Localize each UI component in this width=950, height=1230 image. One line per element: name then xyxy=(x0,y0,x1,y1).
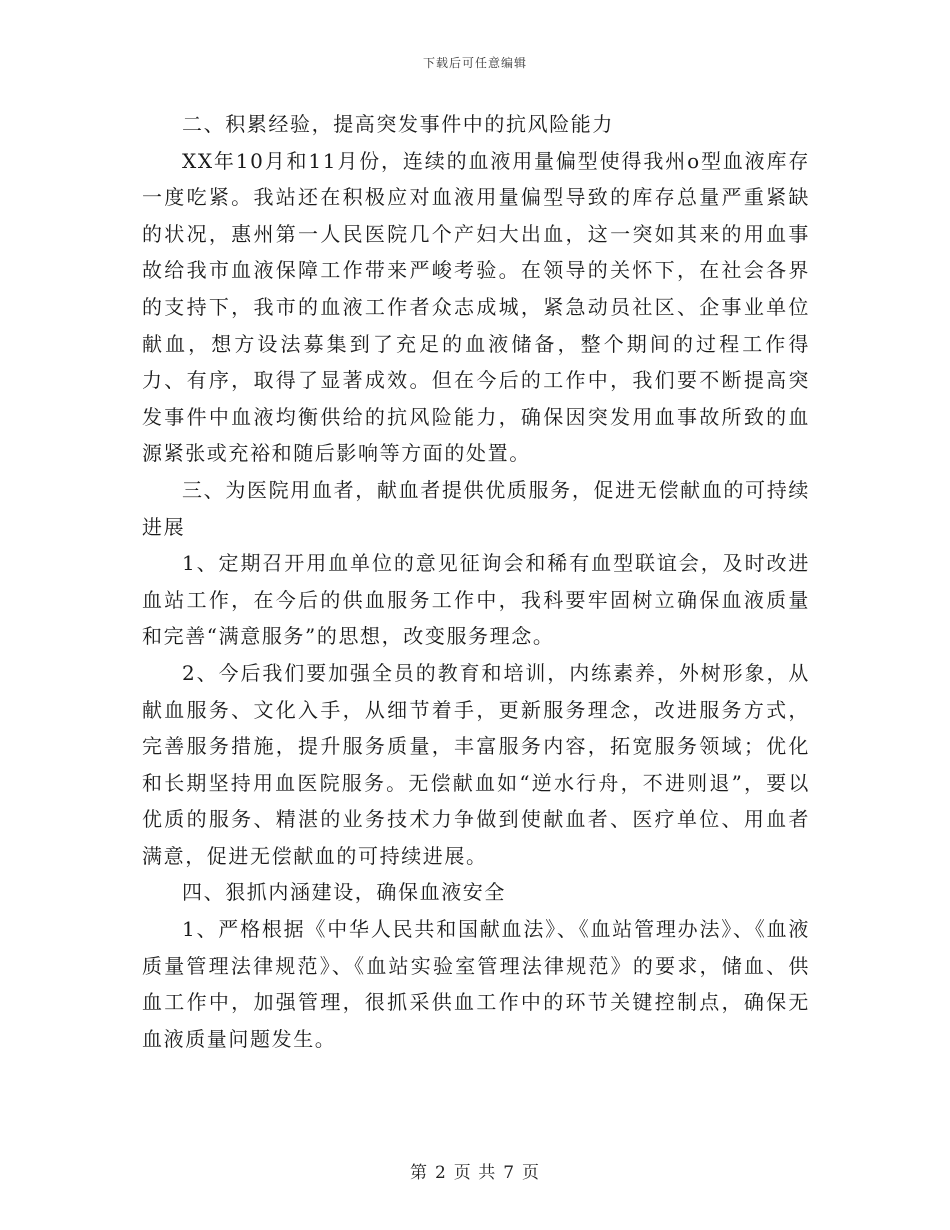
section-heading-4: 四、狠抓内涵建设，确保血液安全 xyxy=(182,880,506,905)
page-header-note: 下载后可任意编辑 xyxy=(422,56,527,70)
section-heading-3: 三、为医院用血者，献血者提供优质服务，促进无偿献血的可持续进展 xyxy=(142,477,810,539)
document-body xyxy=(142,106,810,1057)
page-label-mid: 页 共 xyxy=(453,1163,497,1183)
body-paragraph: 2、今后我们要加强全员的教育和培训，内练素养，外树形象，从献血服务、文化入手，从细节着手，更新服务理念，改进服务方式，完善服务措施，提升服务质量，丰富服务内容，拓宽服务领域；优化和长期坚持用血医院服务。无偿献血如“逆水行舟，不进则退”，要以优质的服务、精湛的业务技术力争做到使献血者、医疗单位、用血者满意，促进无偿献血的可持续进展。 xyxy=(142,660,810,868)
page-label-suffix: 页 xyxy=(522,1163,541,1183)
page-label-prefix: 第 xyxy=(409,1163,428,1183)
page-current: 2 xyxy=(434,1163,447,1183)
page-total: 7 xyxy=(503,1163,516,1183)
body-paragraph: XX年10月和11月份，连续的血液用量偏型使得我州o型血液库存一度吃紧。我站还在积极应对血液用量偏型导致的库存总量严重紧缺的状况，惠州第一人民医院几个产妇大出血，这一突如其来的用血事故给我市血液保障工作带来严峻考验。在领导的关怀下，在社会各界的支持下，我市的血液工作者众志成城，紧急动员社区、企事业单位献血，想方设法募集到了充足的血液储备，整个期间的过程工作得力、有序，取得了显著成效。但在今后的工作中，我们要不断提高突发事件中血液均衡供给的抗风险能力，确保因突发用血事故所致的血源紧张或充裕和随后影响等方面的处置。 xyxy=(142,148,810,466)
body-paragraph: 1、定期召开用血单位的意见征询会和稀有血型联谊会，及时改进血站工作，在今后的供血服务工作中，我科要牢固树立确保血液质量和完善“满意服务”的思想，改变服务理念。 xyxy=(142,551,810,649)
page-footer xyxy=(0,1158,950,1183)
section-heading-2: 二、积累经验，提高突发事件中的抗风险能力 xyxy=(182,112,614,136)
body-paragraph: 1、严格根据《中华人民共和国献血法》、《血站管理办法》、《血液质量管理法律规范》、《血站实验室管理法律规范》的要求，储血、供血工作中，加强管理，很抓采供血工作中的环节关键控制点，确保无血液质量问题发生。 xyxy=(142,917,810,1051)
